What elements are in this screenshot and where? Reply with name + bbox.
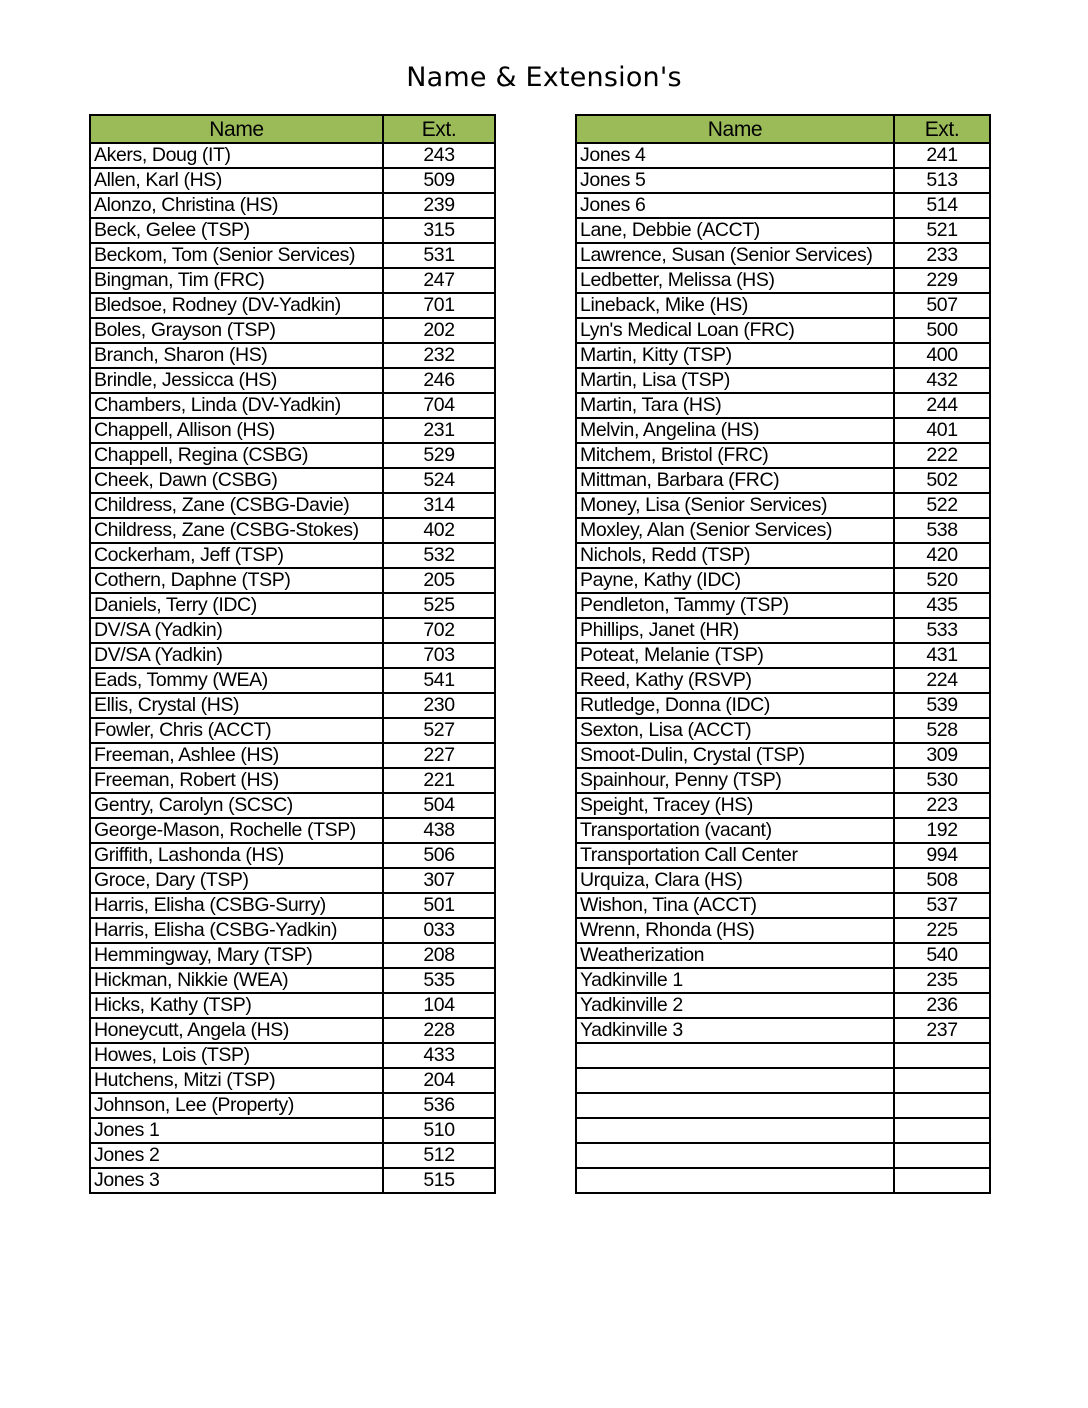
table-row (576, 618, 990, 643)
table-row (576, 593, 990, 618)
name-cell: Lineback, Mike (HS) (576, 293, 894, 318)
ext-cell: 515 (383, 1168, 495, 1193)
ext-cell: 236 (894, 993, 990, 1018)
table-row (90, 718, 495, 743)
ext-cell: 438 (383, 818, 495, 843)
ext-cell (894, 1093, 990, 1118)
table-row (90, 318, 495, 343)
name-cell: Chambers, Linda (DV-Yadkin) (90, 393, 383, 418)
table-row (90, 368, 495, 393)
table-row (90, 693, 495, 718)
name-cell: Hicks, Kathy (TSP) (90, 993, 383, 1018)
name-cell (576, 1093, 894, 1118)
ext-cell: 314 (383, 493, 495, 518)
extension-table-left (89, 114, 496, 1194)
name-cell: Pendleton, Tammy (TSP) (576, 593, 894, 618)
name-cell: Urquiza, Clara (HS) (576, 868, 894, 893)
table-row (576, 693, 990, 718)
name-cell: Melvin, Angelina (HS) (576, 418, 894, 443)
name-column-header: Name (576, 115, 894, 143)
table-row (576, 643, 990, 668)
name-cell: Transportation Call Center (576, 843, 894, 868)
ext-cell: 536 (383, 1093, 495, 1118)
name-cell: Akers, Doug (IT) (90, 143, 383, 168)
name-cell: Ellis, Crystal (HS) (90, 693, 383, 718)
name-cell: Wishon, Tina (ACCT) (576, 893, 894, 918)
table-row (90, 568, 495, 593)
name-cell: Howes, Lois (TSP) (90, 1043, 383, 1068)
name-cell: Jones 4 (576, 143, 894, 168)
ext-cell: 222 (894, 443, 990, 468)
ext-cell: 539 (894, 693, 990, 718)
table-row (576, 1118, 990, 1143)
ext-cell: 512 (383, 1143, 495, 1168)
table-row (576, 368, 990, 393)
name-cell: Beck, Gelee (TSP) (90, 218, 383, 243)
name-cell: Martin, Tara (HS) (576, 393, 894, 418)
table-row (90, 793, 495, 818)
name-cell: Jones 5 (576, 168, 894, 193)
name-cell: Nichols, Redd (TSP) (576, 543, 894, 568)
ext-cell: 229 (894, 268, 990, 293)
table-row (576, 893, 990, 918)
ext-cell (894, 1043, 990, 1068)
table-row (576, 1168, 990, 1193)
ext-cell: 221 (383, 768, 495, 793)
name-cell: Chappell, Regina (CSBG) (90, 443, 383, 468)
ext-cell: 205 (383, 568, 495, 593)
table-row (90, 393, 495, 418)
name-cell: Eads, Tommy (WEA) (90, 668, 383, 693)
ext-column-header: Ext. (894, 115, 990, 143)
name-cell: Spainhour, Penny (TSP) (576, 768, 894, 793)
table-row (90, 668, 495, 693)
name-cell: Smoot-Dulin, Crystal (TSP) (576, 743, 894, 768)
ext-cell: 525 (383, 593, 495, 618)
extension-table-right (575, 114, 991, 1194)
table-row (90, 968, 495, 993)
ext-cell: 529 (383, 443, 495, 468)
name-cell: Wrenn, Rhonda (HS) (576, 918, 894, 943)
ext-cell: 225 (894, 918, 990, 943)
table-row (90, 268, 495, 293)
ext-cell: 507 (894, 293, 990, 318)
table-row (576, 543, 990, 568)
table-row (90, 843, 495, 868)
name-cell: Lane, Debbie (ACCT) (576, 218, 894, 243)
name-cell: Allen, Karl (HS) (90, 168, 383, 193)
name-cell: Cothern, Daphne (TSP) (90, 568, 383, 593)
table-row (90, 918, 495, 943)
name-cell: Lawrence, Susan (Senior Services) (576, 243, 894, 268)
table-row (576, 193, 990, 218)
ext-cell: 243 (383, 143, 495, 168)
name-cell: Alonzo, Christina (HS) (90, 193, 383, 218)
table-row (576, 1093, 990, 1118)
table-row (576, 418, 990, 443)
ext-cell: 504 (383, 793, 495, 818)
name-cell: Hickman, Nikkie (WEA) (90, 968, 383, 993)
table-row (576, 718, 990, 743)
name-cell: Beckom, Tom (Senior Services) (90, 243, 383, 268)
table-row (90, 1118, 495, 1143)
ext-cell: 701 (383, 293, 495, 318)
table-row (576, 868, 990, 893)
name-cell (576, 1143, 894, 1168)
name-cell: Honeycutt, Angela (HS) (90, 1018, 383, 1043)
table-row (576, 343, 990, 368)
table-row (90, 218, 495, 243)
table-row (90, 1093, 495, 1118)
name-cell: Yadkinville 3 (576, 1018, 894, 1043)
table-row (90, 1168, 495, 1193)
name-cell: Sexton, Lisa (ACCT) (576, 718, 894, 743)
table-row (576, 1018, 990, 1043)
table-row (90, 1018, 495, 1043)
name-cell: Mitchem, Bristol (FRC) (576, 443, 894, 468)
table-row (90, 243, 495, 268)
table-row (576, 468, 990, 493)
table-row (90, 518, 495, 543)
table-row (90, 893, 495, 918)
ext-cell: 402 (383, 518, 495, 543)
ext-cell: 541 (383, 668, 495, 693)
name-cell: Phillips, Janet (HR) (576, 618, 894, 643)
ext-cell: 527 (383, 718, 495, 743)
table-row (576, 318, 990, 343)
table-row (90, 293, 495, 318)
table-row (90, 1043, 495, 1068)
table-row (576, 743, 990, 768)
ext-cell: 532 (383, 543, 495, 568)
table-row (576, 568, 990, 593)
table-row (90, 418, 495, 443)
name-cell: Mittman, Barbara (FRC) (576, 468, 894, 493)
ext-cell: 204 (383, 1068, 495, 1093)
ext-cell: 500 (894, 318, 990, 343)
ext-cell: 224 (894, 668, 990, 693)
name-cell: Bledsoe, Rodney (DV-Yadkin) (90, 293, 383, 318)
name-cell: George-Mason, Rochelle (TSP) (90, 818, 383, 843)
ext-cell: 401 (894, 418, 990, 443)
name-cell: Chappell, Allison (HS) (90, 418, 383, 443)
name-cell: Jones 3 (90, 1168, 383, 1193)
ext-cell: 537 (894, 893, 990, 918)
table-row (90, 593, 495, 618)
ext-cell: 247 (383, 268, 495, 293)
table-row (576, 1068, 990, 1093)
name-cell: Boles, Grayson (TSP) (90, 318, 383, 343)
ext-cell: 502 (894, 468, 990, 493)
ext-cell: 239 (383, 193, 495, 218)
table-row (90, 168, 495, 193)
ext-cell: 435 (894, 593, 990, 618)
name-cell: Hemmingway, Mary (TSP) (90, 943, 383, 968)
ext-cell: 509 (383, 168, 495, 193)
name-cell: Ledbetter, Melissa (HS) (576, 268, 894, 293)
table-row (576, 668, 990, 693)
name-cell (576, 1043, 894, 1068)
ext-column-header: Ext. (383, 115, 495, 143)
name-cell: Speight, Tracey (HS) (576, 793, 894, 818)
ext-cell: 104 (383, 993, 495, 1018)
ext-cell: 528 (894, 718, 990, 743)
ext-cell: 400 (894, 343, 990, 368)
table-row (90, 1143, 495, 1168)
table-row (90, 1068, 495, 1093)
ext-cell: 510 (383, 1118, 495, 1143)
ext-cell: 033 (383, 918, 495, 943)
name-cell: Transportation (vacant) (576, 818, 894, 843)
table-row (576, 818, 990, 843)
ext-cell: 703 (383, 643, 495, 668)
ext-cell: 433 (383, 1043, 495, 1068)
ext-cell: 233 (894, 243, 990, 268)
ext-cell: 514 (894, 193, 990, 218)
ext-cell: 535 (383, 968, 495, 993)
ext-cell: 208 (383, 943, 495, 968)
ext-cell: 530 (894, 768, 990, 793)
name-column-header: Name (90, 115, 383, 143)
name-cell: DV/SA (Yadkin) (90, 618, 383, 643)
name-cell: Harris, Elisha (CSBG-Yadkin) (90, 918, 383, 943)
table-row (90, 443, 495, 468)
table-row (576, 943, 990, 968)
table-row (90, 143, 495, 168)
name-cell: Harris, Elisha (CSBG-Surry) (90, 893, 383, 918)
table-header-row (576, 115, 990, 143)
table-row (90, 618, 495, 643)
table-row (576, 218, 990, 243)
name-cell: Cheek, Dawn (CSBG) (90, 468, 383, 493)
ext-cell: 520 (894, 568, 990, 593)
name-cell: Money, Lisa (Senior Services) (576, 493, 894, 518)
ext-cell: 538 (894, 518, 990, 543)
table-row (576, 993, 990, 1018)
ext-cell: 704 (383, 393, 495, 418)
ext-cell: 241 (894, 143, 990, 168)
name-cell: Groce, Dary (TSP) (90, 868, 383, 893)
table-row (90, 943, 495, 968)
ext-cell: 501 (383, 893, 495, 918)
name-cell (576, 1068, 894, 1093)
table-row (576, 968, 990, 993)
name-cell: Jones 6 (576, 193, 894, 218)
table-row (576, 168, 990, 193)
ext-cell: 228 (383, 1018, 495, 1043)
ext-cell: 246 (383, 368, 495, 393)
ext-cell: 431 (894, 643, 990, 668)
ext-cell: 521 (894, 218, 990, 243)
name-cell: Freeman, Robert (HS) (90, 768, 383, 793)
name-cell: Gentry, Carolyn (SCSC) (90, 793, 383, 818)
ext-cell (894, 1068, 990, 1093)
ext-cell: 513 (894, 168, 990, 193)
name-cell: Reed, Kathy (RSVP) (576, 668, 894, 693)
ext-cell: 227 (383, 743, 495, 768)
ext-cell: 309 (894, 743, 990, 768)
table-row (90, 643, 495, 668)
table-row (90, 768, 495, 793)
ext-cell: 533 (894, 618, 990, 643)
name-cell: Brindle, Jessicca (HS) (90, 368, 383, 393)
ext-cell: 315 (383, 218, 495, 243)
ext-cell: 702 (383, 618, 495, 643)
name-cell: Johnson, Lee (Property) (90, 1093, 383, 1118)
name-cell: Griffith, Lashonda (HS) (90, 843, 383, 868)
table-row (90, 493, 495, 518)
ext-cell: 230 (383, 693, 495, 718)
table-row (576, 493, 990, 518)
table-row (576, 768, 990, 793)
table-row (90, 743, 495, 768)
name-cell: Jones 2 (90, 1143, 383, 1168)
name-cell: Jones 1 (90, 1118, 383, 1143)
name-cell: Rutledge, Donna (IDC) (576, 693, 894, 718)
ext-cell: 420 (894, 543, 990, 568)
table-row (576, 1043, 990, 1068)
name-cell: Yadkinville 1 (576, 968, 894, 993)
ext-cell: 232 (383, 343, 495, 368)
name-cell: Bingman, Tim (FRC) (90, 268, 383, 293)
table-row (90, 543, 495, 568)
name-cell: Poteat, Melanie (TSP) (576, 643, 894, 668)
name-cell: Childress, Zane (CSBG-Davie) (90, 493, 383, 518)
page-title: Name & Extension's (406, 62, 682, 93)
name-cell: Payne, Kathy (IDC) (576, 568, 894, 593)
ext-cell: 202 (383, 318, 495, 343)
table-row (576, 918, 990, 943)
ext-cell: 231 (383, 418, 495, 443)
name-cell: Martin, Lisa (TSP) (576, 368, 894, 393)
name-cell: Moxley, Alan (Senior Services) (576, 518, 894, 543)
ext-cell: 244 (894, 393, 990, 418)
table-row (90, 818, 495, 843)
name-cell (576, 1118, 894, 1143)
ext-cell: 524 (383, 468, 495, 493)
ext-cell: 432 (894, 368, 990, 393)
name-cell: Cockerham, Jeff (TSP) (90, 543, 383, 568)
ext-cell: 508 (894, 868, 990, 893)
name-cell: Daniels, Terry (IDC) (90, 593, 383, 618)
table-row (90, 868, 495, 893)
ext-cell (894, 1168, 990, 1193)
name-cell: Martin, Kitty (TSP) (576, 343, 894, 368)
name-cell: Freeman, Ashlee (HS) (90, 743, 383, 768)
table-header-row (90, 115, 495, 143)
table-row (576, 268, 990, 293)
name-cell: DV/SA (Yadkin) (90, 643, 383, 668)
table-row (576, 443, 990, 468)
ext-cell: 192 (894, 818, 990, 843)
name-cell: Branch, Sharon (HS) (90, 343, 383, 368)
ext-cell: 235 (894, 968, 990, 993)
table-row (576, 793, 990, 818)
table-row (576, 393, 990, 418)
name-cell: Childress, Zane (CSBG-Stokes) (90, 518, 383, 543)
name-cell: Fowler, Chris (ACCT) (90, 718, 383, 743)
name-cell: Weatherization (576, 943, 894, 968)
name-cell: Yadkinville 2 (576, 993, 894, 1018)
table-row (576, 1143, 990, 1168)
table-row (90, 993, 495, 1018)
table-row (576, 518, 990, 543)
ext-cell: 540 (894, 943, 990, 968)
ext-cell: 237 (894, 1018, 990, 1043)
table-row (576, 293, 990, 318)
table-row (576, 843, 990, 868)
ext-cell: 994 (894, 843, 990, 868)
ext-cell: 307 (383, 868, 495, 893)
table-row (90, 193, 495, 218)
ext-cell: 531 (383, 243, 495, 268)
table-row (576, 243, 990, 268)
ext-cell: 223 (894, 793, 990, 818)
table-row (90, 343, 495, 368)
ext-cell (894, 1143, 990, 1168)
name-cell: Hutchens, Mitzi (TSP) (90, 1068, 383, 1093)
table-row (576, 143, 990, 168)
name-cell (576, 1168, 894, 1193)
ext-cell (894, 1118, 990, 1143)
table-row (90, 468, 495, 493)
name-cell: Lyn's Medical Loan (FRC) (576, 318, 894, 343)
ext-cell: 522 (894, 493, 990, 518)
ext-cell: 506 (383, 843, 495, 868)
